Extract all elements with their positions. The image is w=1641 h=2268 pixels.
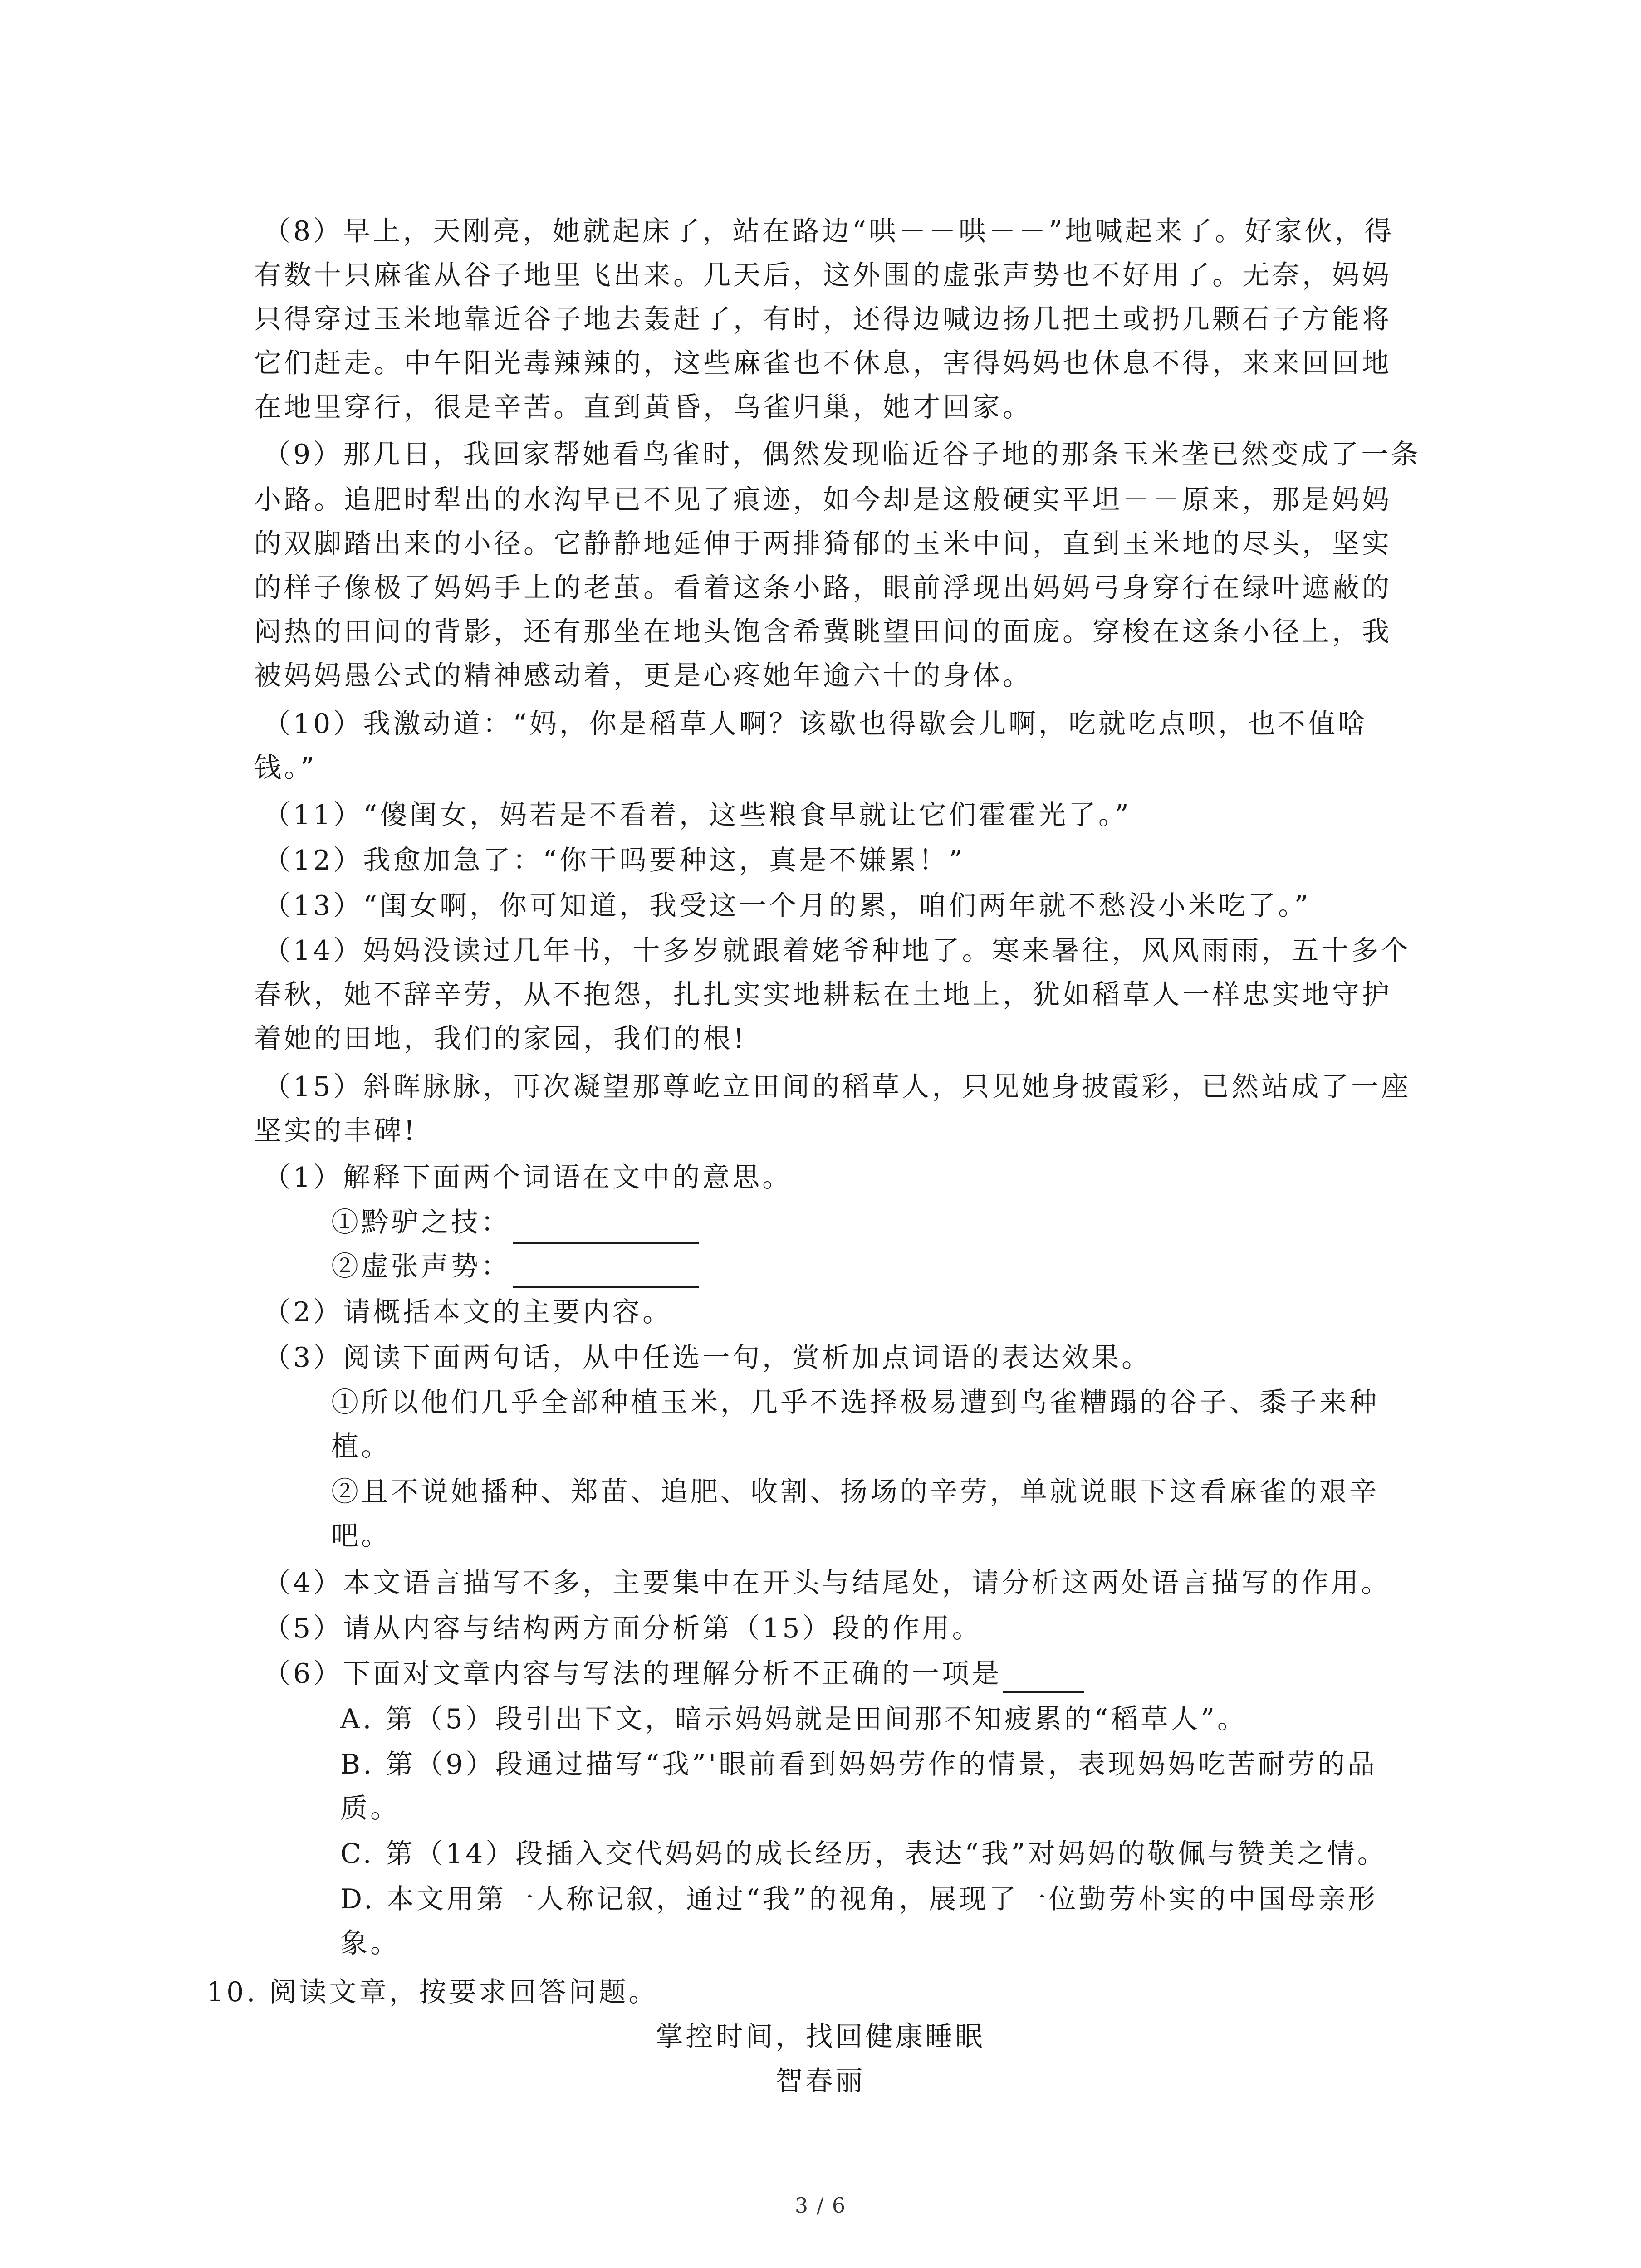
paragraph-14-line-1: （14）妈妈没读过几年书，十多岁就跟着姥爷种地了。寒来暑往，风风雨雨，五十多个 [263,935,1411,967]
question-1-item-1: ①黔驴之技： [331,1207,511,1238]
paragraph-14-line-3: 着她的田地，我们的家园，我们的根! [254,1023,747,1055]
option-b-line-2: 质。 [340,1793,400,1824]
paragraph-9-line-2: 小路。追肥时犁出的水沟早已不见了痕迹，如今却是这般硬实平坦－－原来，那是妈妈 [254,484,1392,516]
answer-blank-2[interactable] [513,1286,699,1288]
article-title: 掌控时间，找回健康睡眠 [656,2021,985,2053]
paragraph-8-line-3: 只得穿过玉米地靠近谷子地去轰赶了，有时，还得边喊边扬几把土或扔几颗石子方能将 [254,303,1392,335]
paragraph-8-line-1: （8）早上，天刚亮，她就起床了，站在路边“哄－－哄－－”地喊起来了。好家伙，得 [263,215,1395,247]
question-3-sentence-2-line-2: 吧。 [331,1520,391,1552]
question-1-item-2: ②虚张声势： [331,1251,511,1282]
question-6-stem: （6）下面对文章内容与写法的理解分析不正确的一项是 [263,1658,1002,1690]
question-3-sentence-1-line-1: ①所以他们几乎全部种植玉米，几乎不选择极易遭到鸟雀糟蹋的谷子、黍子来种 [331,1387,1379,1418]
option-d-line-2: 象。 [340,1927,400,1959]
question-3-sentence-1-line-2: 植。 [331,1431,391,1462]
question-5: （5）请从内容与结构两方面分析第（15）段的作用。 [263,1613,982,1644]
paragraph-14-line-2: 春秋，她不辞辛劳，从不抱怨，扎扎实实地耕耘在土地上，犹如稻草人一样忠实地守护 [254,979,1392,1011]
paragraph-8-line-2: 有数十只麻雀从谷子地里飞出来。几天后，这外围的虚张声势也不好用了。无奈，妈妈 [254,259,1392,291]
answer-blank-1[interactable] [513,1242,699,1244]
article-author: 智春丽 [775,2065,866,2097]
paragraph-9-line-1: （9）那几日，我回家帮她看鸟雀时，偶然发现临近谷子地的那条玉米垄已然变成了一条 [263,439,1421,470]
question-3-sentence-2-line-1: ②且不说她播种、郑苗、追肥、收割、扬场的辛劳，单就说眼下这看麻雀的艰辛 [331,1476,1379,1508]
option-d-line-1: D. 本文用第一人称记叙，通过“我”的视角，展现了一位勤劳朴实的中国母亲形 [340,1883,1378,1915]
paragraph-10-line-2: 钱。” [254,752,317,784]
question-1-stem: （1）解释下面两个词语在文中的意思。 [263,1162,793,1193]
question-2: （2）请概括本文的主要内容。 [263,1296,673,1328]
paragraph-11: （11）“傻闺女，妈若是不看着，这些粮食早就让它们霍霍光了。” [263,799,1132,831]
option-a: A. 第（5）段引出下文，暗示妈妈就是田间那不知疲累的“稻草人”。 [340,1703,1247,1735]
option-b-line-1: B. 第（9）段通过描写“我”'眼前看到妈妈劳作的情景，表现妈妈吃苦耐劳的品 [340,1749,1378,1780]
paragraph-13: （13）“闺女啊，你可知道，我受这一个月的累，咱们两年就不愁没小米吃了。” [263,890,1311,922]
paragraph-15-line-2: 坚实的丰碑! [254,1115,418,1147]
paragraph-9-line-3: 的双脚踏出来的小径。它静静地延伸于两排猗郁的玉米中间，直到玉米地的尽头，坚实 [254,528,1392,560]
question-3-stem: （3）阅读下面两句话，从中任选一句，赏析加点词语的表达效果。 [263,1342,1152,1374]
paragraph-9-line-5: 闷热的田间的背影，还有那坐在地头饱含希冀眺望田间的面庞。穿梭在这条小径上，我 [254,616,1392,648]
page-number: 3 / 6 [794,2193,847,2218]
paragraph-12: （12）我愈加急了：“你干吗要种这，真是不嫌累！” [263,845,965,876]
question-4: （4）本文语言描写不多，主要集中在开头与结尾处，请分析这两处语言描写的作用。 [263,1567,1391,1599]
question-10-label: 10. 阅读文章，按要求回答问题。 [206,1976,659,2008]
paragraph-9-line-6: 被妈妈愚公式的精神感动着，更是心疼她年逾六十的身体。 [254,660,1033,692]
paragraph-8-line-5: 在地里穿行，很是辛苦。直到黄昏，乌雀归巢，她才回家。 [254,391,1033,423]
paragraph-9-line-4: 的样子像极了妈妈手上的老茧。看着这条小路，眼前浮现出妈妈弓身穿行在绿叶遮蔽的 [254,572,1392,604]
answer-blank-6[interactable] [1003,1691,1084,1693]
paragraph-8-line-4: 它们赶走。中午阳光毒辣辣的，这些麻雀也不休息，害得妈妈也休息不得，来来回回地 [254,347,1392,379]
paragraph-10-line-1: （10）我激动道：“妈，你是稻草人啊？该歇也得歇会儿啊，吃就吃点呗，也不值啥 [263,708,1368,740]
paragraph-15-line-1: （15）斜晖脉脉，再次凝望那尊屹立田间的稻草人，只见她身披霞彩，已然站成了一座 [263,1071,1411,1103]
option-c: C. 第（14）段插入交代妈妈的成长经历，表达“我”对妈妈的敬佩与赞美之情。 [340,1838,1387,1870]
